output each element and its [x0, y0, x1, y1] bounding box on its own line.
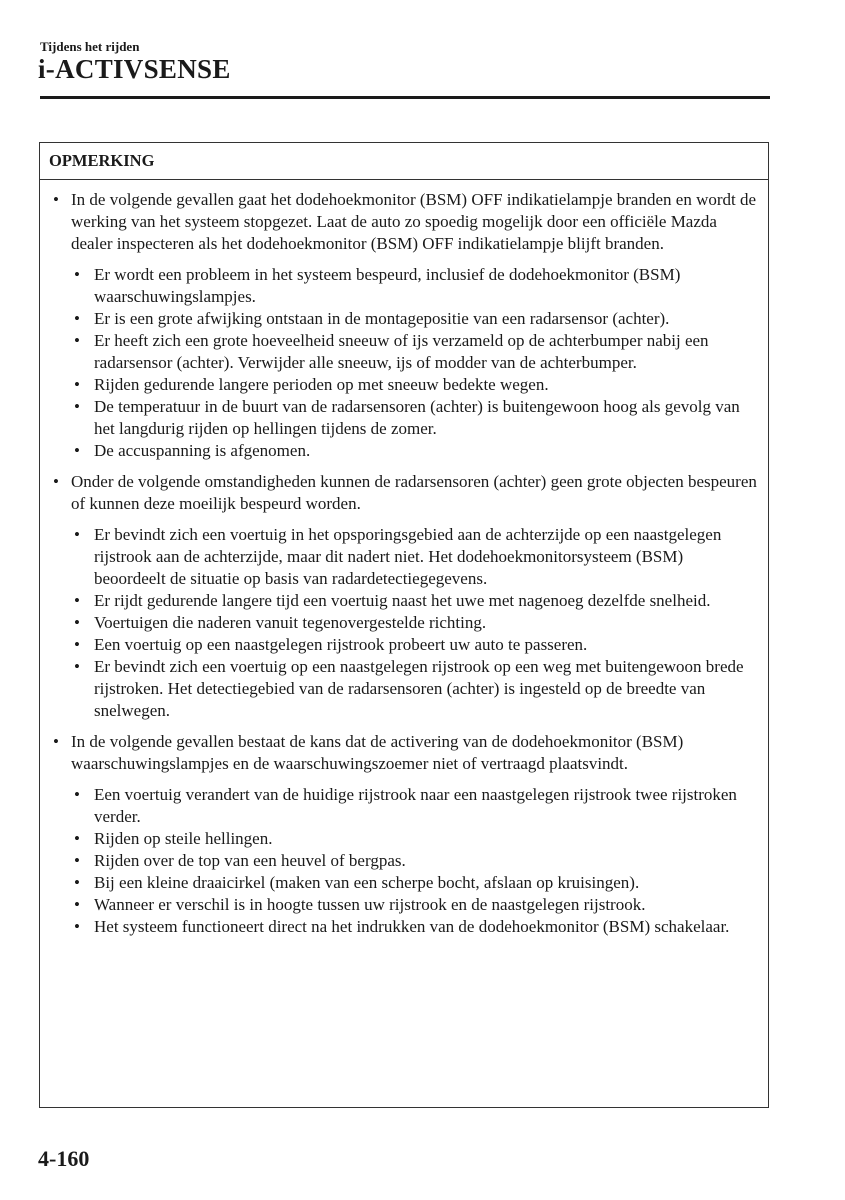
note-subitem-text: Er rijdt gedurende langere tijd een voertuig naast het uwe met nagenoeg dezelfde snelheid. — [94, 591, 711, 610]
sub-bullet-icon: • — [74, 657, 80, 676]
sub-bullet-icon: • — [74, 265, 80, 284]
note-subitem-text: Voertuigen die naderen vanuit tegenovergestelde richting. — [94, 613, 487, 632]
sub-bullet-icon: • — [74, 895, 80, 914]
note-subitem-text: Een voertuig op een naastgelegen rijstrook probeert uw auto te passeren. — [94, 635, 588, 654]
note-item — [40, 731, 758, 938]
page-title: i-ACTIVSENSE — [38, 54, 231, 84]
note-subitem — [71, 590, 758, 612]
note-sublist — [71, 264, 758, 462]
note-subitem — [71, 330, 758, 374]
note-subitem-text: Er wordt een probleem in het systeem bespeurd, inclusief de dodehoekmonitor (BSM) waarschuwingslampjes. — [94, 265, 681, 306]
note-subitem-text: Er bevindt zich een voertuig op een naastgelegen rijstrook op een weg met buitengewoon brede rijstroken. Het detectiegebied van de radarsensoren (achter) is ingesteld op de breedte van snelwegen. — [94, 657, 744, 720]
note-subitem — [71, 264, 758, 308]
note-subitem — [71, 524, 758, 590]
note-subitem-text: Rijden over de top van een heuvel of bergpas. — [94, 851, 406, 870]
note-subitem — [71, 828, 758, 850]
note-item-text: In de volgende gevallen bestaat de kans dat de activering van de dodehoekmonitor (BSM) waarschuwingslampjes en de waarschuwingszoemer niet of vertraagd plaatsvindt. — [71, 732, 684, 773]
note-item-text: Onder de volgende omstandigheden kunnen de radarsensoren (achter) geen grote objecten bespeuren of kunnen deze moeilijk bespeurd worden. — [71, 472, 757, 513]
note-subitem-text: Er bevindt zich een voertuig in het opsporingsgebied aan de achterzijde op een naastgelegen rijstrook aan de achterzijde, maar dit nadert niet. Het dodehoekmonitorsysteem (BSM) beoordeelt de situatie op basis van radardetectiegegevens. — [94, 525, 722, 588]
note-box — [39, 142, 769, 1108]
note-sublist — [71, 524, 758, 722]
bullet-icon: • — [53, 190, 59, 209]
note-item-text: In de volgende gevallen gaat het dodehoekmonitor (BSM) OFF indikatielampje branden en wordt de werking van het systeem stopgezet. Laat de auto zo spoedig mogelijk door een officiële Mazda dealer inspecteren als het dodehoekmonitor (BSM) OFF indikatielampje blijft branden. — [71, 190, 757, 253]
note-subitem-text: Rijden gedurende langere perioden op met sneeuw bedekte wegen. — [94, 375, 549, 394]
sub-bullet-icon: • — [74, 635, 80, 654]
note-subitem-text: Er heeft zich een grote hoeveelheid sneeuw of ijs verzameld op de achterbumper nabij een radarsensor (achter). Verwijder alle sneeuw, ijs of modder van de achterbumper. — [94, 331, 709, 372]
note-subitem — [71, 612, 758, 634]
note-item — [40, 471, 758, 722]
note-heading: OPMERKING — [40, 143, 768, 180]
sub-bullet-icon: • — [74, 829, 80, 848]
note-subitem-text: Wanneer er verschil is in hoogte tussen uw rijstrook en de naastgelegen rijstrook. — [94, 895, 646, 914]
note-item — [40, 189, 758, 462]
note-subitem — [71, 374, 758, 396]
sub-bullet-icon: • — [74, 917, 80, 936]
bullet-icon: • — [53, 732, 59, 751]
sub-bullet-icon: • — [74, 397, 80, 416]
note-subitem-text: Rijden op steile hellingen. — [94, 829, 273, 848]
note-subitem-text: Bij een kleine draaicirkel (maken van een scherpe bocht, afslaan op kruisingen). — [94, 873, 640, 892]
page-number: 4-160 — [38, 1146, 90, 1171]
sub-bullet-icon: • — [74, 309, 80, 328]
sub-bullet-icon: • — [74, 331, 80, 350]
sub-bullet-icon: • — [74, 525, 80, 544]
note-subitem — [71, 850, 758, 872]
title-divider — [40, 96, 770, 99]
note-sublist — [71, 784, 758, 938]
note-subitem — [71, 308, 758, 330]
note-subitem — [71, 784, 758, 828]
sub-bullet-icon: • — [74, 873, 80, 892]
sub-bullet-icon: • — [74, 375, 80, 394]
sub-bullet-icon: • — [74, 785, 80, 804]
sub-bullet-icon: • — [74, 851, 80, 870]
note-subitem-text: De accuspanning is afgenomen. — [94, 441, 311, 460]
sub-bullet-icon: • — [74, 613, 80, 632]
note-subitem — [71, 656, 758, 722]
note-subitem-text: Het systeem functioneert direct na het indrukken van de dodehoekmonitor (BSM) schakelaar. — [94, 917, 730, 936]
note-subitem — [71, 396, 758, 440]
note-subitem — [71, 916, 758, 938]
note-subitem — [71, 634, 758, 656]
note-subitem — [71, 872, 758, 894]
note-body — [40, 180, 768, 938]
note-subitem — [71, 440, 758, 462]
sub-bullet-icon: • — [74, 441, 80, 460]
note-subitem-text: Een voertuig verandert van de huidige rijstrook naar een naastgelegen rijstrook twee rijstroken verder. — [94, 785, 737, 826]
sub-bullet-icon: • — [74, 591, 80, 610]
note-subitem — [71, 894, 758, 916]
note-subitem-text: Er is een grote afwijking ontstaan in de montagepositie van een radarsensor (achter). — [94, 309, 670, 328]
section-label: Tijdens het rijden — [40, 39, 140, 54]
note-subitem-text: De temperatuur in de buurt van de radarsensoren (achter) is buitengewoon hoog als gevolg van het langdurig rijden op hellingen tijdens de zomer. — [94, 397, 740, 438]
bullet-icon: • — [53, 472, 59, 491]
